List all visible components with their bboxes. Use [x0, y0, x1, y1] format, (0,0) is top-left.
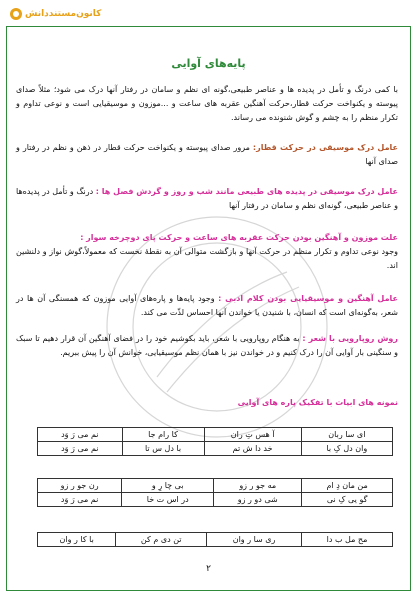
- table-cell: در اس ت خا: [122, 493, 214, 507]
- table-cell: نم می رَ وَد: [38, 442, 123, 456]
- table-cell: مه جو ر زو: [214, 479, 302, 493]
- examples-title: نمونه های ابیات با تفکیک پاره های آوایی: [237, 398, 398, 407]
- table-cell: من مان دِ ام: [302, 479, 393, 493]
- table-cell: خد دا ش تم: [204, 442, 301, 456]
- section-body: درنگ و تأمل در پدیده‌ها و عناصر طبیعی، گونه‌ای نظم و سامان در رفتار آنها: [16, 187, 398, 210]
- logo-icon: [10, 8, 22, 20]
- table-row: [38, 493, 393, 507]
- section-heading: علت موزون و آهنگین بودن حرکت عقربه های ساعت و حرکت پای دوچرخه سوار :: [80, 233, 398, 242]
- section-clock: [16, 231, 398, 273]
- table-cell: ری سا ر وان: [207, 533, 302, 547]
- verse-table-1: [37, 427, 393, 456]
- section-body: به هنگام روپارویی با شعر، باید بکوشیم خود را در فضای آهنگین آن قرار دهیم تا سبک و سنگینی بار آوایی آن را درک کنیم و در خواندن نیز با همان نظم موسیقیایی، خوانش آن را پیش ببریم.: [16, 334, 398, 357]
- section-body: وجود پایه‌ها و پاره‌های آوایی موزون که همسنگی آن ها در شعر، به‌گونه‌ای است که انسان، با شنیدن یا خواندن آنها احساس لذّت می کند.: [16, 294, 398, 317]
- logo-text: کانون‌مستند‌دانش: [25, 9, 102, 19]
- section-heading: عامل درک موسیقی در حرکت قطار:: [252, 143, 398, 152]
- table-cell: شی دو ر زو: [214, 493, 302, 507]
- section-heading: عامل آهنگین و موسیقیایی بودن کلام ادبی :: [218, 294, 398, 303]
- section-literary: [16, 292, 398, 320]
- intro-paragraph: با کمی درنگ و تأمل در پدیده ها و عناصر طبیعی،گونه ای نظم و سامان در رفتار آنها درک می شود؛ مثلاً صدای پیوسته و یکنواخت حرکت قطار،حرکت آهنگین عقربه های ساعت و ...موزون و موسیقیایی است و نوعی تداوم و تکرار منظم را به چشم و گوش شنونده می رساند.: [16, 85, 398, 122]
- section-train: [16, 141, 398, 169]
- section-body: وجود نوعی تداوم و تکرار منظم در حرکت آنها و بازگشت متوالی آن به نقطهٔ نخست که معمولاً،گوش نواز و دلنشین اند.: [16, 247, 398, 270]
- section-heading: عامل درک موسیقی در پدیده های طبیعی مانند شب و روز و گردش فصل ها :: [95, 187, 398, 196]
- table-cell: نم می رَ وَد: [38, 493, 122, 507]
- page-frame: [6, 26, 411, 591]
- table-cell: با کا ر وان: [38, 533, 116, 547]
- table-cell: ای سا ربان: [301, 428, 392, 442]
- page-title: پایه‌های آوایی: [171, 57, 246, 70]
- table-cell: بی چا رِ و: [122, 479, 214, 493]
- table-cell: با دل س تا: [122, 442, 204, 456]
- table-row: [38, 533, 393, 547]
- verse-table-2: [37, 478, 393, 507]
- table-cell: وان دل کِ با: [301, 442, 392, 456]
- table-cell: گو یی کِ نی: [302, 493, 393, 507]
- section-method: [16, 332, 398, 360]
- table-row: [38, 442, 393, 456]
- table-row: [38, 428, 393, 442]
- verse-table-3: [37, 532, 393, 547]
- table-cell: تن دی م کن: [116, 533, 207, 547]
- table-row: [38, 479, 393, 493]
- section-nature: [16, 185, 398, 213]
- page-number: ۲: [206, 564, 211, 574]
- section-body: مرور صدای پیوسته و یکنواخت حرکت قطار در ذهن و نظم در رفتار و صدای آنها: [16, 143, 398, 166]
- publisher-logo: [10, 6, 101, 22]
- table-cell: آ هس تِ ران: [204, 428, 301, 442]
- table-cell: مح مل ب دا: [302, 533, 393, 547]
- section-heading: روش روپارویی با شعر :: [302, 334, 398, 343]
- table-cell: رن جو ر زو: [38, 479, 122, 493]
- table-cell: نم می رَ وَد: [38, 428, 123, 442]
- table-cell: کا رام جا: [122, 428, 204, 442]
